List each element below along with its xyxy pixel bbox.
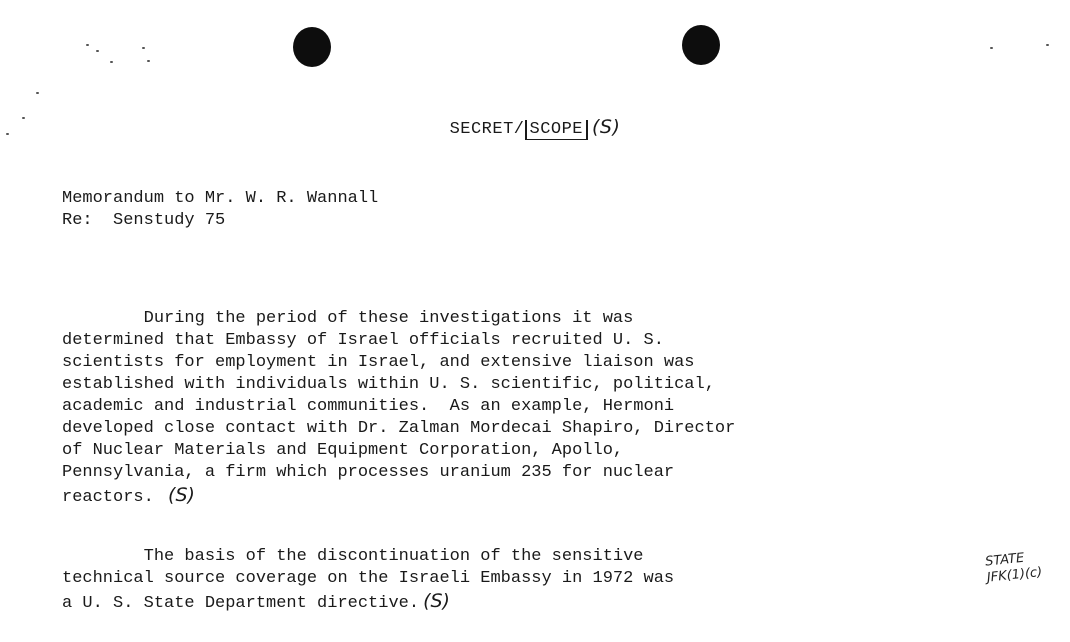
paragraph1-line: determined that Embassy of Israel officials recruited U. S. (62, 331, 664, 350)
paragraph2-classification-mark: (S) (423, 590, 450, 612)
paragraph2-line: technical source coverage on the Israeli Embassy in 1972 was (62, 569, 675, 588)
scan-speck (147, 60, 150, 62)
paragraph1-line: Pennsylvania, a firm which processes uranium 235 for nuclear (62, 463, 675, 482)
scan-speck (96, 50, 99, 52)
classification-prefix: SECRET/ (449, 120, 525, 139)
paragraph1-line: During the period of these investigations it was (62, 309, 634, 328)
paragraph1-line: established with individuals within U. S. scientific, political, (62, 375, 715, 394)
paragraph1-text: reactors. (62, 488, 154, 507)
classification-marking (0, 116, 1070, 139)
paragraph1-classification-mark: (S) (168, 484, 195, 506)
paragraph1-line: of Nuclear Materials and Equipment Corporation, Apollo, (62, 441, 624, 460)
memo-re-line: Re: Senstudy 75 (62, 211, 226, 230)
paragraph1-last-line (62, 484, 195, 509)
paragraph2-line: The basis of the discontinuation of the sensitive (62, 547, 644, 566)
handwritten-margin-note (985, 547, 1058, 586)
scan-speck (142, 47, 145, 49)
scan-speck (110, 61, 113, 63)
scan-speck (86, 44, 89, 46)
punch-hole-left (293, 27, 331, 67)
scan-speck (990, 47, 993, 49)
paragraph2-text: a U. S. State Department directive. (62, 594, 420, 613)
margin-note-line1: STATE (984, 550, 1025, 570)
classification-bracketed: SCOPE (525, 120, 589, 140)
margin-note-line2: JFK(1)(c) (986, 564, 1044, 586)
memo-to-line: Memorandum to Mr. W. R. Wannall (62, 189, 379, 208)
paragraph1-line: scientists for employment in Israel, and extensive liaison was (62, 353, 695, 372)
paragraph1-line: developed close contact with Dr. Zalman Mordecai Shapiro, Director (62, 419, 736, 438)
scan-speck (1046, 44, 1049, 46)
paragraph1-line: academic and industrial communities. As an example, Hermoni (62, 397, 675, 416)
classification-mark: (S) (592, 116, 621, 138)
paragraph2-last-line (62, 590, 450, 615)
punch-hole-right (682, 25, 720, 65)
scan-speck (36, 92, 39, 94)
